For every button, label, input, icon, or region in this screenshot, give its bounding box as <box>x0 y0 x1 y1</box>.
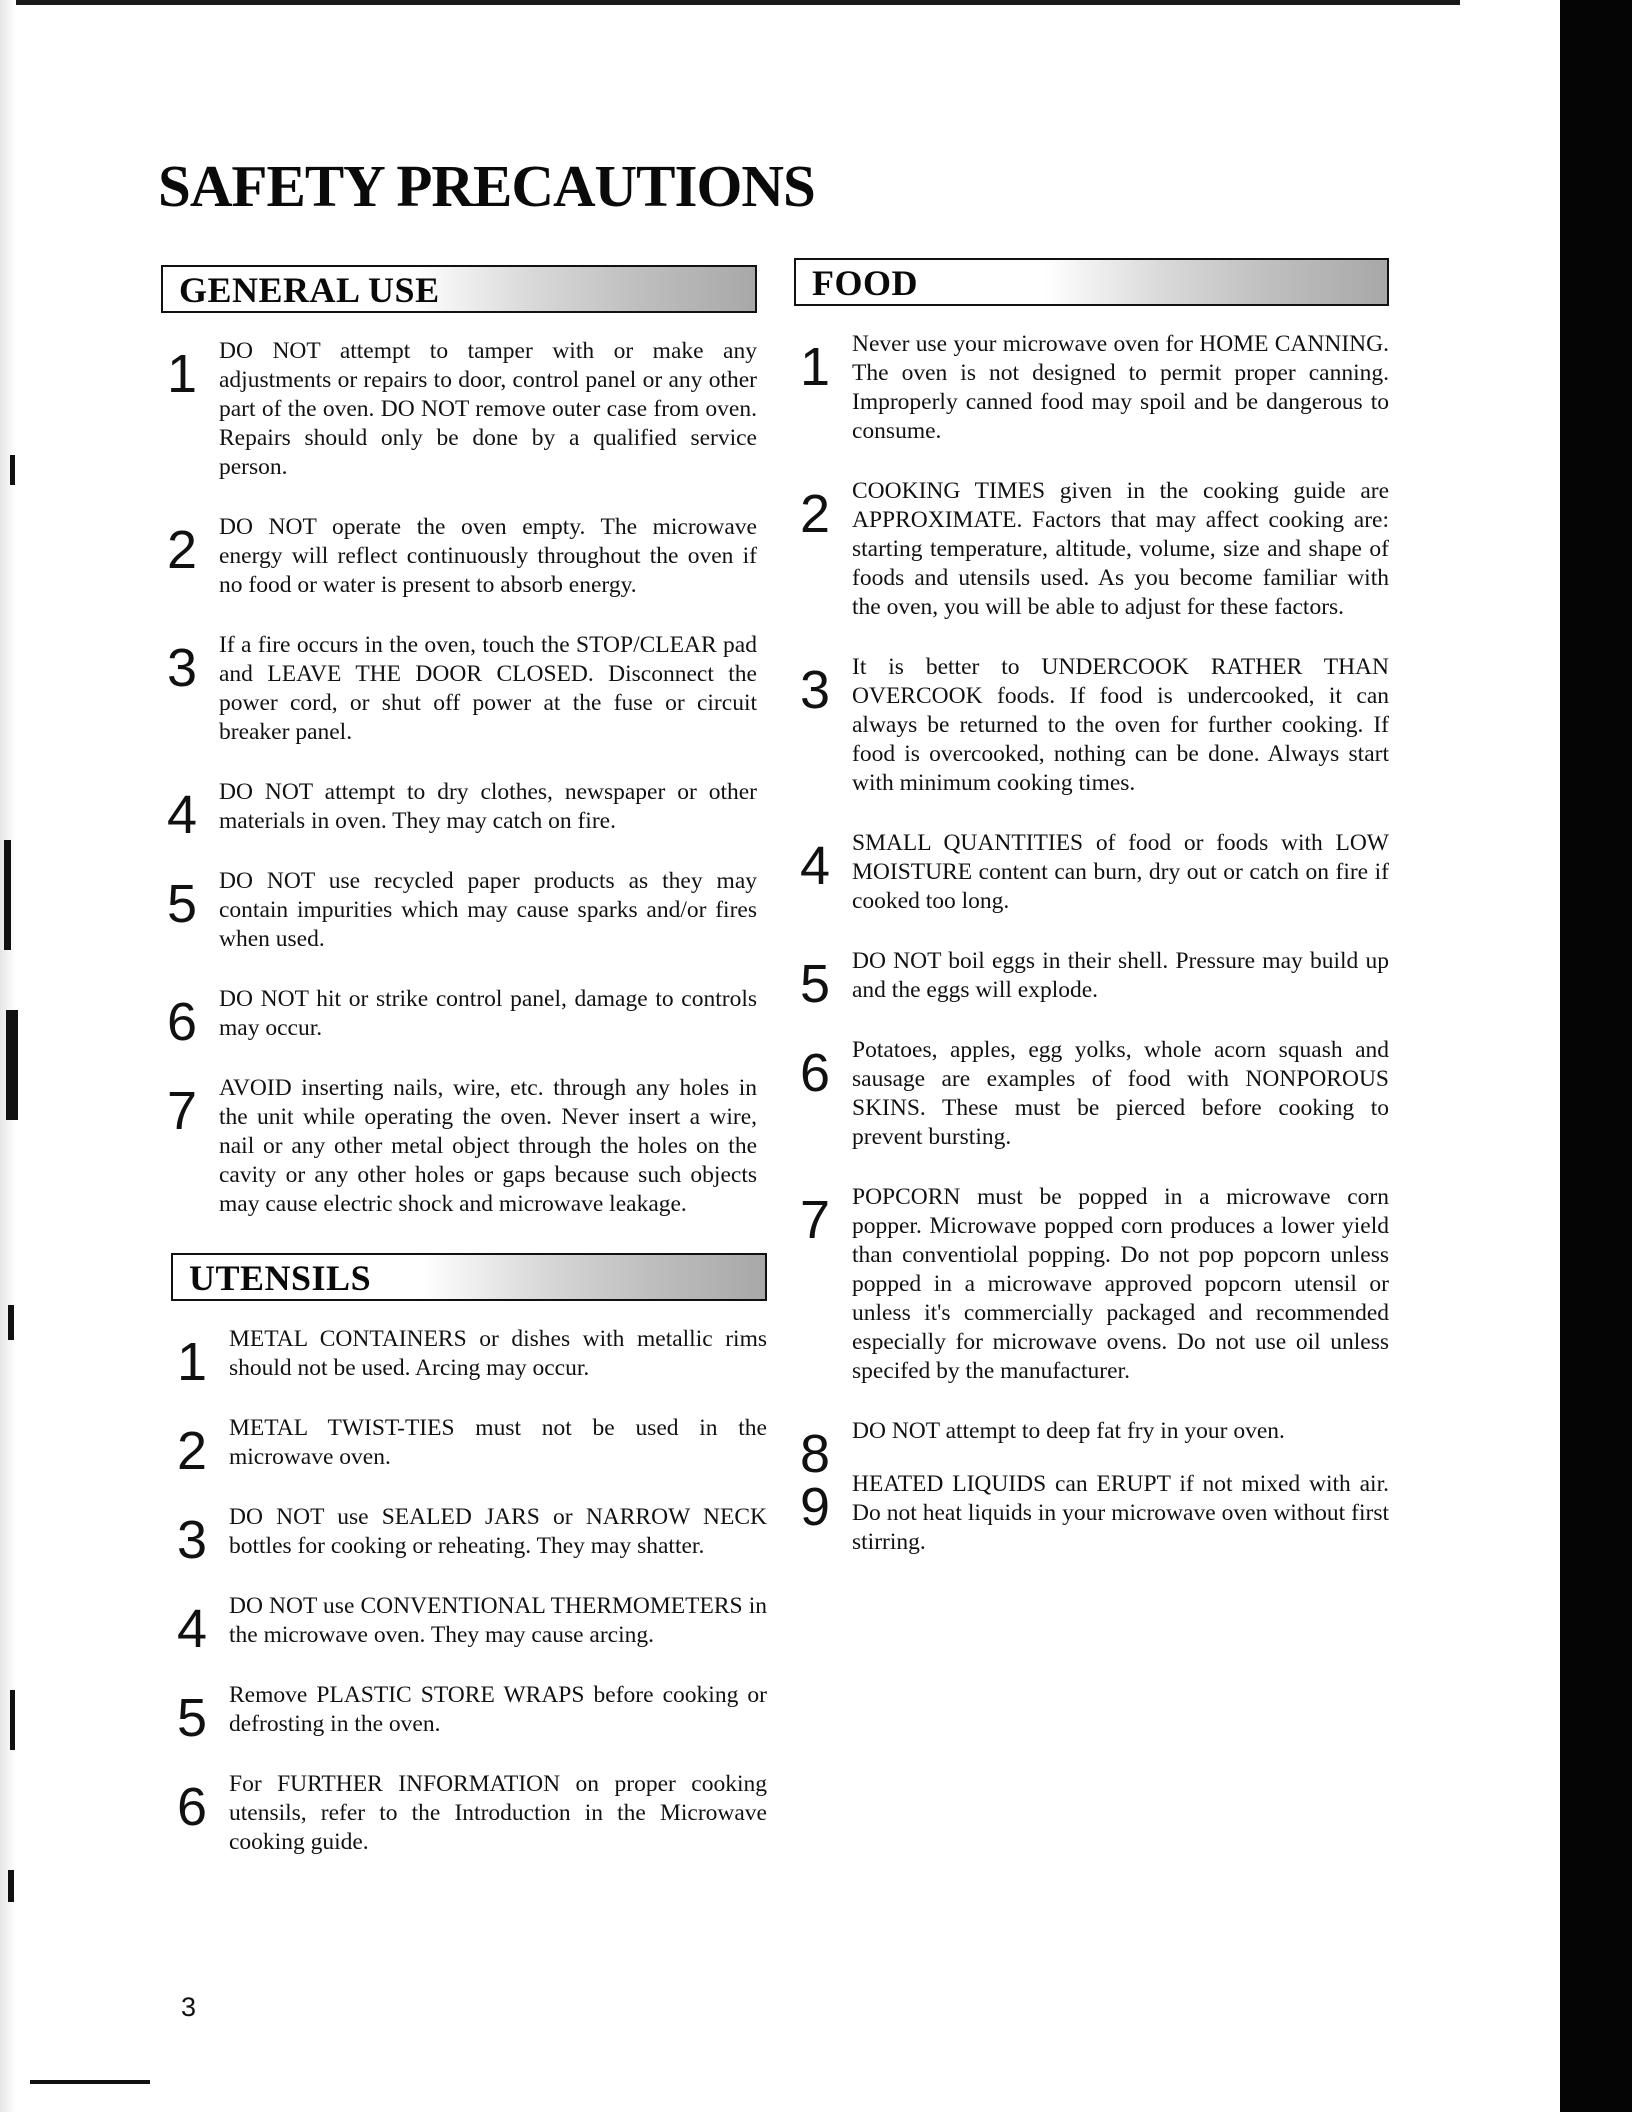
item-number: 4 <box>800 836 831 896</box>
list-item <box>794 477 1389 622</box>
item-number: 1 <box>177 1332 208 1392</box>
list-item <box>171 1325 767 1392</box>
food-header <box>794 258 1389 306</box>
item-number: 7 <box>167 1081 198 1141</box>
item-number: 3 <box>167 638 198 698</box>
item-text: DO NOT use SEALED JARS or NARROW NECK bottles for cooking or reheating. They may shatter. <box>229 1504 767 1559</box>
item-number: 2 <box>800 484 831 544</box>
general-use-header <box>161 265 757 313</box>
list-item <box>794 947 1389 1014</box>
list-item <box>161 985 757 1052</box>
list-item <box>161 337 757 482</box>
list-item <box>161 631 757 747</box>
item-text: Remove PLASTIC STORE WRAPS before cooking or defrosting in the oven. <box>229 1682 767 1737</box>
item-number: 2 <box>167 520 198 580</box>
item-number: 6 <box>800 1043 831 1103</box>
scan-top-edge <box>0 0 1460 5</box>
item-text: DO NOT use recycled paper products as they may contain impurities which may cause sparks and/or fires when used. <box>219 868 757 952</box>
item-text: DO NOT attempt to dry clothes, newspaper or other materials in oven. They may catch on fire. <box>219 779 757 834</box>
item-number: 4 <box>177 1599 208 1659</box>
utensils-heading: UTENSILS <box>189 1258 372 1298</box>
list-item <box>794 330 1389 446</box>
scan-edge-mark <box>10 455 15 485</box>
item-number: 1 <box>800 337 831 397</box>
list-item <box>794 1183 1389 1386</box>
item-number: 5 <box>800 954 831 1014</box>
item-text: Never use your microwave oven for HOME CANNING. The oven is not designed to permit proper canning. Improperly canned food may spoil and be dangerous to consume. <box>852 331 1389 444</box>
utensils-section <box>171 1253 767 1857</box>
scan-edge-mark <box>8 1870 14 1902</box>
list-item <box>794 829 1389 916</box>
food-section <box>794 258 1389 1557</box>
scan-edge-mark <box>30 2080 150 2084</box>
item-text: HEATED LIQUIDS can ERUPT if not mixed with air. Do not heat liquids in your microwave oven without first stirring. <box>852 1471 1389 1555</box>
scan-edge-mark <box>4 840 11 950</box>
list-item <box>161 513 757 600</box>
item-number: 7 <box>800 1190 831 1250</box>
item-number: 2 <box>177 1421 208 1481</box>
item-number: 5 <box>177 1688 208 1748</box>
item-text: METAL TWIST-TIES must not be used in the microwave oven. <box>229 1415 767 1470</box>
list-item <box>161 867 757 954</box>
item-text: DO NOT attempt to deep fat fry in your oven. <box>852 1418 1285 1444</box>
item-text: For FURTHER INFORMATION on proper cooking utensils, refer to the Introduction in the Microwave cooking guide. <box>229 1771 767 1855</box>
item-number: 6 <box>177 1777 208 1837</box>
list-item <box>794 1036 1389 1152</box>
item-text: POPCORN must be popped in a microwave corn popper. Microwave popped corn produces a lower yield than conventiolal popping. Do not pop popcorn unless popped in a microwave approved popcorn utensil or unless it's commercially packaged and recommended especially for microwave ovens. Do not use oil unless specifed by the manufacturer. <box>852 1184 1389 1384</box>
general-use-heading: GENERAL USE <box>179 270 440 310</box>
item-text: DO NOT use CONVENTIONAL THERMOMETERS in the microwave oven. They may cause arcing. <box>229 1593 767 1648</box>
general-use-section <box>161 265 757 1219</box>
item-number: 5 <box>167 874 198 934</box>
list-item <box>794 1470 1389 1557</box>
item-text: DO NOT hit or strike control panel, damage to controls may occur. <box>219 986 757 1041</box>
item-text: COOKING TIMES given in the cooking guide are APPROXIMATE. Factors that may affect cooking are: starting temperature, altitude, volume, size and shape of foods and utensils used. As you become familiar with the oven, you will be able to adjust for these factors. <box>852 478 1389 620</box>
list-item <box>171 1770 767 1857</box>
list-item <box>171 1592 767 1659</box>
list-item <box>171 1414 767 1481</box>
item-number: 3 <box>800 660 831 720</box>
utensils-header <box>171 1253 767 1301</box>
item-text: Potatoes, apples, egg yolks, whole acorn squash and sausage are examples of food with NONPOROUS SKINS. These must be pierced before cooking to prevent bursting. <box>852 1037 1389 1150</box>
item-text: DO NOT attempt to tamper with or make any adjustments or repairs to door, control panel or any other part of the oven. DO NOT remove outer case from oven. Repairs should only be done by a qualified service person. <box>219 338 757 480</box>
page-title: SAFETY PRECAUTIONS <box>158 153 815 219</box>
item-number: 3 <box>177 1510 208 1570</box>
list-item <box>794 1417 1389 1484</box>
scan-edge-mark <box>8 1305 14 1340</box>
scan-edge-mark <box>6 1010 18 1120</box>
item-text: DO NOT boil eggs in their shell. Pressure may build up and the eggs will explode. <box>852 948 1389 1003</box>
item-text: AVOID inserting nails, wire, etc. through any holes in the unit while operating the oven. Never insert a wire, nail or any other metal object through the holes on the cavity or any other holes or gaps because such objects may cause electric shock and microwave leakage. <box>219 1075 757 1217</box>
list-item <box>161 778 757 845</box>
list-item <box>171 1681 767 1748</box>
item-number: 6 <box>167 992 198 1052</box>
scan-right-edge <box>1560 0 1632 2112</box>
item-text: It is better to UNDERCOOK RATHER THAN OVERCOOK foods. If food is undercooked, it can always be returned to the oven for further cooking. If food is overcooked, nothing can be done. Always start with minimum cooking times. <box>852 654 1389 796</box>
list-item <box>794 653 1389 798</box>
item-text: SMALL QUANTITIES of food or foods with LOW MOISTURE content can burn, dry out or catch on fire if cooked too long. <box>852 830 1389 914</box>
item-text: If a fire occurs in the oven, touch the STOP/CLEAR pad and LEAVE THE DOOR CLOSED. Disconnect the power cord, or shut off power at the fuse or circuit breaker panel. <box>219 632 757 745</box>
item-number: 9 <box>800 1477 831 1537</box>
item-number: 8 <box>800 1424 831 1484</box>
list-item <box>161 1074 757 1219</box>
scan-edge-mark <box>10 1690 15 1750</box>
item-number: 4 <box>167 785 198 845</box>
item-number: 1 <box>167 344 198 404</box>
food-heading: FOOD <box>812 263 918 303</box>
item-text: DO NOT operate the oven empty. The microwave energy will reflect continuously throughout the oven if no food or water is present to absorb energy. <box>219 514 757 598</box>
list-item <box>171 1503 767 1570</box>
page-number: 3 <box>181 1992 197 2022</box>
item-text: METAL CONTAINERS or dishes with metallic rims should not be used. Arcing may occur. <box>229 1326 767 1381</box>
